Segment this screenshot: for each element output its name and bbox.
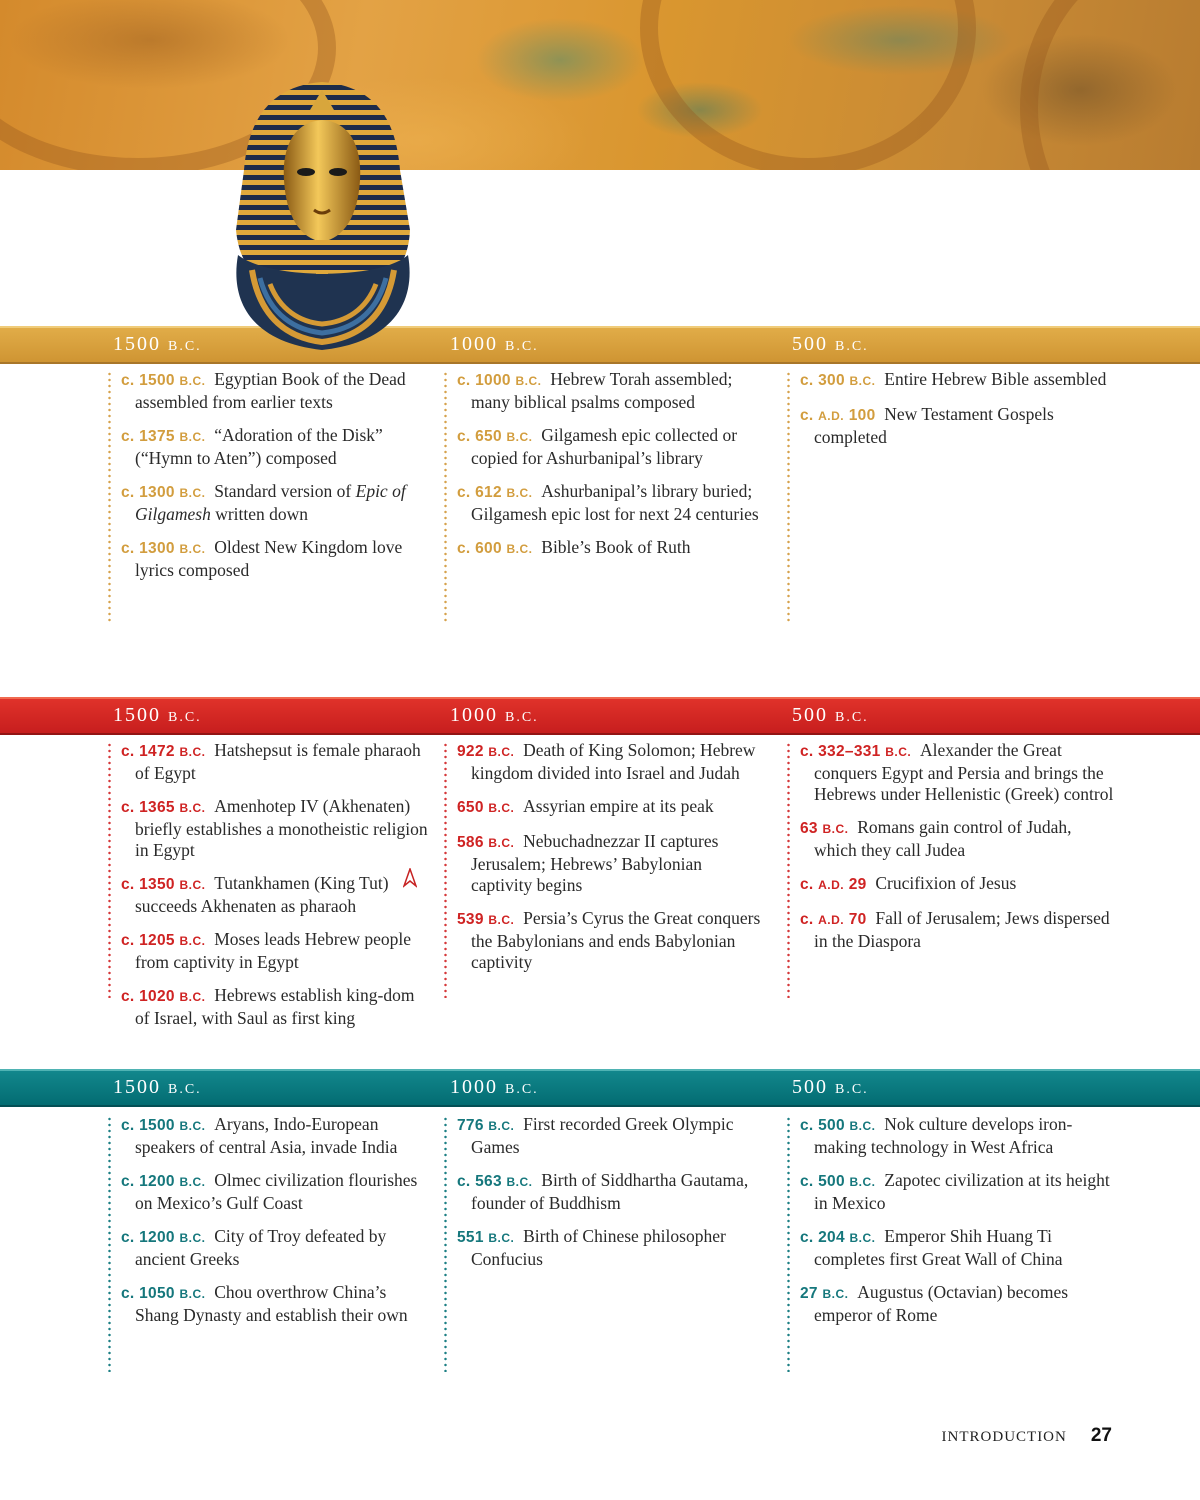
entry-date: c. A.D. 100: [800, 407, 876, 424]
timeline-entry: c. 1300 B.C. Standard version of Epic of Gilgamesh written down: [121, 481, 406, 524]
timeline-entry: [121, 740, 431, 784]
entry-text: Birth of Chinese philosopher Confucius: [471, 1226, 726, 1269]
entry-date: 776 B.C.: [457, 1117, 515, 1134]
timeline-entry: [800, 908, 1115, 952]
timeline-entry: [457, 481, 762, 525]
entry-text: Amenhotep IV (Akhenaten) briefly establishes a monotheistic religion in Egypt: [135, 796, 428, 860]
timeline-column: [444, 740, 767, 985]
entry-date: c. 1200 B.C.: [121, 1229, 206, 1246]
timeline-entry: [457, 1114, 762, 1158]
band-label: 500 B.C.: [792, 1076, 869, 1098]
entry-date: c. 1350 B.C.: [121, 876, 206, 893]
entry-text: Alexander the Great conquers Egypt and Persia and brings the Hebrews under Hellenistic (Greek) control: [814, 740, 1114, 804]
timeline-column: [108, 369, 426, 593]
section-name: INTRODUCTION: [941, 1429, 1067, 1445]
entry-text: “Adoration of the Disk” (“Hymn to Aten”) composed: [135, 425, 383, 468]
entry-text: Chou overthrow China’s Shang Dynasty and establish their own: [135, 1282, 408, 1325]
entry-date: c. 1300 B.C.: [121, 540, 206, 557]
band-label: 1500 B.C.: [113, 1076, 202, 1098]
entry-text: Entire Hebrew Bible assembled: [884, 369, 1107, 389]
timeline-entry: [800, 1282, 1110, 1326]
entry-text: Egyptian Book of the Dead assembled from earlier texts: [135, 369, 406, 412]
timeline-column: [787, 740, 1115, 964]
timeline-entry: [800, 1170, 1110, 1214]
entry-text: Ashurbanipal’s library buried; Gilgamesh epic lost for next 24 centuries: [471, 481, 759, 524]
page-number: 27: [1090, 1425, 1112, 1446]
entry-date: c. 1500 B.C.: [121, 1117, 206, 1134]
entry-text: Death of King Solomon; Hebrew kingdom divided into Israel and Judah: [471, 740, 756, 783]
timeline-entry: [121, 537, 426, 581]
timeline-entry: [800, 404, 1110, 448]
entry-date: c. 1300 B.C.: [121, 484, 206, 501]
timeline-entry: [457, 537, 762, 560]
entry-date: 922 B.C.: [457, 743, 515, 760]
entry-date: c. 1050 B.C.: [121, 1285, 206, 1302]
decorative-banner: [0, 0, 1200, 170]
timeline-entry: [800, 817, 1115, 861]
entry-date: c. 612 B.C.: [457, 484, 533, 501]
entry-date: c. A.D. 29: [800, 876, 867, 893]
timeline-entry: [457, 796, 767, 819]
page-footer: [942, 1425, 1112, 1447]
timeline-entry: [800, 873, 1115, 896]
timeline-entry: [121, 873, 431, 917]
entry-date: c. 1472 B.C.: [121, 743, 206, 760]
entry-date: c. 500 B.C.: [800, 1173, 876, 1190]
timeline-entry: [457, 908, 767, 973]
timeline-entry: [121, 1282, 431, 1326]
timeline-entry: [121, 425, 426, 469]
entry-text: Hebrew Torah assembled; many biblical psalms composed: [471, 369, 733, 412]
entry-text: Nebuchadnezzar II captures Jerusalem; Hebrews’ Babylonian captivity begins: [471, 831, 719, 895]
timeline-entry: [121, 1114, 431, 1158]
entry-date: c. 500 B.C.: [800, 1117, 876, 1134]
entry-text: Tutankhamen (King Tut) succeeds Akhenaten as pharaoh: [135, 873, 389, 916]
timeline-entry: [121, 369, 426, 413]
band-label: 1000 B.C.: [450, 1076, 539, 1098]
timeline-entry: [121, 1226, 431, 1270]
entry-text: Oldest New Kingdom love lyrics composed: [135, 537, 403, 580]
timeline-entry: [457, 831, 767, 896]
entry-text: Crucifixion of Jesus: [875, 873, 1017, 893]
entry-date: c. 1500 B.C.: [121, 372, 206, 389]
entry-text: First recorded Greek Olympic Games: [471, 1114, 734, 1157]
entry-date: 650 B.C.: [457, 799, 515, 816]
timeline-entry: [121, 929, 431, 973]
entry-date: c. 1205 B.C.: [121, 932, 206, 949]
timeline-column: [787, 369, 1110, 460]
timeline-entry: [457, 425, 762, 469]
entry-text: Nok culture develops iron-making technology in West Africa: [814, 1114, 1073, 1157]
entry-date: c. 300 B.C.: [800, 372, 876, 389]
timeline-entry: [800, 369, 1110, 392]
timeline-entry: [121, 1170, 431, 1214]
timeline-column: [444, 1114, 762, 1282]
timeline-entry: [800, 1114, 1110, 1158]
entry-text: Persia’s Cyrus the Great conquers the Babylonians and ends Babylonian captivity: [471, 908, 761, 972]
entry-date: c. 563 B.C.: [457, 1173, 533, 1190]
entry-text: Hatshepsut is female pharaoh of Egypt: [135, 740, 421, 783]
timeline-band-red: [0, 697, 1200, 735]
entry-text: Standard version of: [214, 481, 352, 501]
entry-date: c. 1365 B.C.: [121, 799, 206, 816]
entry-date: 551 B.C.: [457, 1229, 515, 1246]
entry-date: 27 B.C.: [800, 1285, 849, 1302]
entry-date: c. 204 B.C.: [800, 1229, 876, 1246]
entry-text: Aryans, Indo-European speakers of central Asia, invade India: [135, 1114, 398, 1157]
entry-text: Assyrian empire at its peak: [523, 796, 714, 816]
entry-date: 539 B.C.: [457, 911, 515, 928]
entry-text: Moses leads Hebrew people from captivity in Egypt: [135, 929, 412, 972]
timeline-entry: [121, 985, 431, 1029]
band-label: 1500 B.C.: [113, 704, 202, 726]
timeline-column: [108, 740, 431, 1041]
timeline-entry: [457, 740, 767, 784]
entry-date: c. 1000 B.C.: [457, 372, 542, 389]
timeline-entry: [800, 1226, 1110, 1270]
band-label: 1500 B.C.: [113, 333, 202, 355]
entry-text: Birth of Siddhartha Gautama, founder of Buddhism: [471, 1170, 749, 1213]
entry-date: c. 1200 B.C.: [121, 1173, 206, 1190]
entry-date: c. 1020 B.C.: [121, 988, 206, 1005]
entry-text: New Testament Gospels completed: [814, 404, 1054, 447]
entry-text: Emperor Shih Huang Ti completes first Great Wall of China: [814, 1226, 1063, 1269]
entry-text: Romans gain control of Judah, which they call Judea: [814, 817, 1072, 860]
entry-date: c. 332–331 B.C.: [800, 743, 912, 760]
timeline-band-gold: [0, 326, 1200, 364]
entry-date: 586 B.C.: [457, 834, 515, 851]
timeline-entry: [457, 1170, 762, 1214]
timeline-column: [444, 369, 762, 572]
timeline-entry: [121, 796, 431, 861]
timeline-column: [787, 1114, 1110, 1338]
tutankhamen-mask-image: [230, 80, 415, 352]
entry-date: c. 600 B.C.: [457, 540, 533, 557]
entry-text: Bible’s Book of Ruth: [541, 537, 691, 557]
entry-date: c. 1375 B.C.: [121, 428, 206, 445]
entry-text: City of Troy defeated by ancient Greeks: [135, 1226, 387, 1269]
entry-text: Fall of Jerusalem; Jews dispersed in the Diaspora: [814, 908, 1110, 951]
timeline-entry: [457, 1226, 762, 1270]
timeline-column: [108, 1114, 431, 1338]
entry-text: Gilgamesh epic collected or copied for Ashurbanipal’s library: [471, 425, 738, 468]
entry-date: c. A.D. 70: [800, 911, 867, 928]
band-label: 500 B.C.: [792, 333, 869, 355]
mouse-cursor-icon: [403, 868, 417, 888]
timeline-entry: [457, 369, 762, 413]
timeline-entry: [800, 740, 1115, 805]
entry-date: c. 650 B.C.: [457, 428, 533, 445]
entry-text: Hebrews establish king-dom of Israel, with Saul as first king: [135, 985, 415, 1028]
entry-text: Zapotec civilization at its height in Mexico: [814, 1170, 1110, 1213]
entry-text: Augustus (Octavian) becomes emperor of Rome: [814, 1282, 1069, 1325]
timeline-band-teal: [0, 1069, 1200, 1107]
entry-text: Olmec civilization flourishes on Mexico’s Gulf Coast: [135, 1170, 418, 1213]
band-label: 500 B.C.: [792, 704, 869, 726]
band-label: 1000 B.C.: [450, 333, 539, 355]
entry-date: 63 B.C.: [800, 820, 849, 837]
band-label: 1000 B.C.: [450, 704, 539, 726]
